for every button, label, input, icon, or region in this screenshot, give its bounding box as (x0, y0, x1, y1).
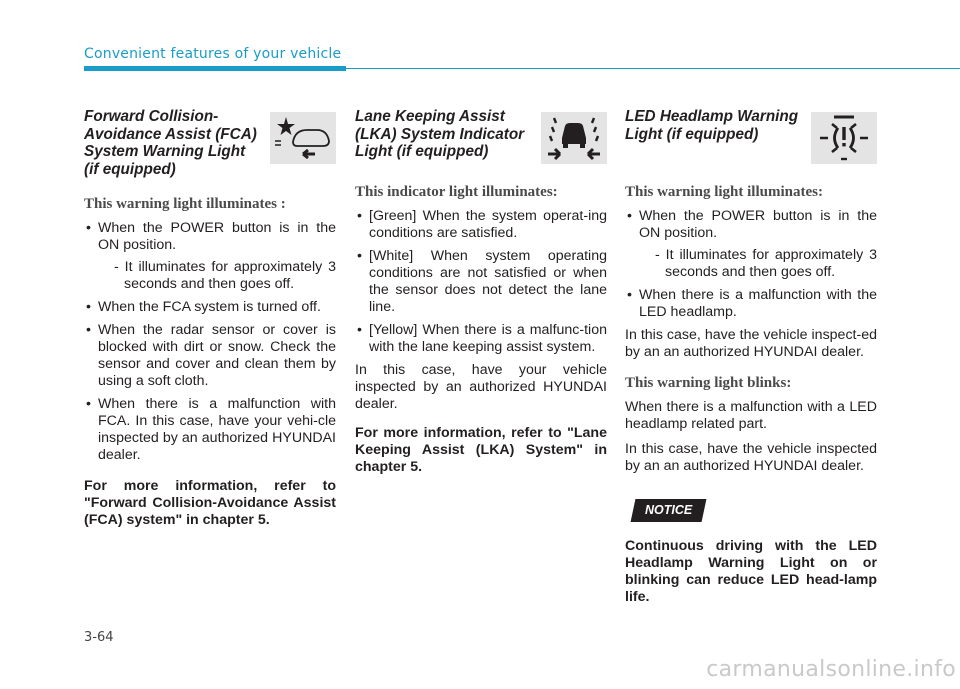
lka-bullet-list (355, 208, 607, 356)
header-accent-bar (84, 66, 346, 71)
list-item: • When the FCA system is turned off. (84, 299, 336, 316)
fca-warning-icon (270, 112, 336, 164)
watermark: carmanualsonline.info (706, 657, 956, 682)
page-number: 3-64 (84, 630, 114, 645)
list-subitem: - It illuminates for approximately 3 seconds and then goes off. (655, 247, 877, 280)
fca-bullet-list (84, 220, 336, 464)
list-item: • When the POWER button is in the ON position. - It illuminates for approximately 3 seconds and then goes off. (625, 208, 877, 281)
led-headlamp-warning-icon (811, 112, 877, 164)
led-headlamp-title: LED Headlamp Warning Light (if equipped) (625, 108, 799, 143)
header-rule (346, 68, 960, 69)
fca-reference-note: For more information, refer to "Forward Collision-Avoidance Assist (FCA) system" in chapter 5. (84, 478, 336, 528)
lka-reference-note: For more information, refer to "Lane Keeping Assist (LKA) System" in chapter 5. (355, 425, 607, 475)
led-subheading: This warning light illuminates: (625, 184, 823, 200)
list-subitem: - It illuminates for approximately 3 seconds and then goes off. (114, 259, 336, 292)
notice-text: Continuous driving with the LED Headlamp Warning Light on or blinking can reduce LED head-lamp life. (625, 538, 877, 605)
list-item: • [Yellow] When there is a malfunc-tion with the lane keeping assist system. (355, 322, 607, 356)
column-lka (355, 108, 607, 484)
list-item: • When the radar sensor or cover is blocked with dirt or snow. Check the sensor and cover and clean them by using a soft cloth. (84, 322, 336, 390)
led-paragraph: In this case, have the vehicle inspect-ed by an an authorized HYUNDAI dealer. (625, 327, 877, 360)
list-item: • When there is a malfunction with FCA. In this case, have your vehi-cle inspected by an authorized HYUNDAI dealer. (84, 396, 336, 464)
led-subheading-blinks: This warning light blinks: (625, 375, 792, 391)
column-led-headlamp (625, 108, 877, 614)
lka-subheading: This indicator light illuminates: (355, 184, 558, 200)
lka-indicator-icon (541, 112, 607, 164)
notice-badge: NOTICE (631, 499, 707, 522)
led-bullet-list (625, 208, 877, 321)
list-item: • [Green] When the system operat-ing conditions are satisfied. (355, 208, 607, 242)
lka-paragraph: In this case, have your vehicle inspected by an authorized HYUNDAI dealer. (355, 362, 607, 412)
led-paragraph-2: When there is a malfunction with a LED headlamp related part. (625, 399, 877, 432)
section-header: Convenient features of your vehicle (84, 46, 342, 62)
list-item: • [White] When system operating conditions are not satisfied or when the sensor does not detect the lane line. (355, 248, 607, 316)
fca-title: Forward Collision- Avoidance Assist (FCA) System Warning Light (if equipped) (84, 108, 257, 178)
column-fca (84, 108, 336, 537)
list-item: • When there is a malfunction with the LED headlamp. (625, 287, 877, 321)
list-item: • When the POWER button is in the ON position. - It illuminates for approximately 3 seconds and then goes off. (84, 220, 336, 293)
fca-subheading: This warning light illuminates : (84, 196, 286, 212)
led-paragraph-3: In this case, have the vehicle inspected by an an authorized HYUNDAI dealer. (625, 441, 877, 474)
lka-title: Lane Keeping Assist (LKA) System Indicator Light (if equipped) (355, 108, 525, 160)
